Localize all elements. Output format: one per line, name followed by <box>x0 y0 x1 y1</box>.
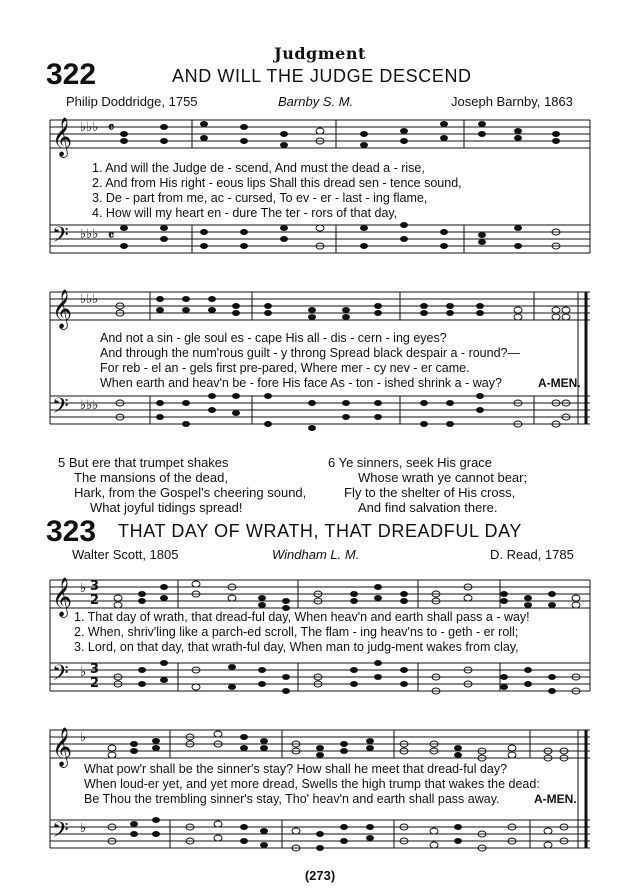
hymn-tune: Windham L. M. <box>272 547 360 562</box>
bass-clef-icon: 𝄢 <box>52 661 69 691</box>
hymn-composer: D. Read, 1785 <box>490 547 574 562</box>
bass-clef-icon: 𝄢 <box>52 818 69 848</box>
hymn-composer: Joseph Barnby, 1863 <box>451 94 573 109</box>
lyric-line: What pow'r shall be the sinner's stay? How shall he meet that dread-ful day? <box>84 762 508 776</box>
lyric-line: Be Thou the trembling sinner's stay, Tho' heav'n and earth shall pass away. <box>84 792 500 806</box>
hymn-title: AND WILL THE JUDGE DESCEND <box>172 66 472 86</box>
svg-text:♭♭♭: ♭♭♭ <box>80 227 99 242</box>
lyric-line: And not a sin - gle soul es - cape His all - dis - cern - ing eyes? <box>100 331 447 345</box>
extra-verse-6: 6 Ye sinners, seek His grace Whose wrath ye cannot bear; Fly to the shelter of His cross, And find salvation there. <box>328 455 528 515</box>
svg-text:♭♭♭: ♭♭♭ <box>80 398 99 413</box>
section-heading: Judgment <box>274 44 366 63</box>
lyric-line: 1. That day of wrath, that dread-ful day, When heav'n and earth shall pass a - way! <box>74 610 530 624</box>
svg-text:♭: ♭ <box>80 821 87 836</box>
hymn-number: 323 <box>46 515 97 548</box>
lyric-line: 3. Lord, on that day, that wrath-ful day, When man to judg-ment wakes from clay, <box>74 640 519 654</box>
hymn-title: THAT DAY OF WRATH, THAT DREADFUL DAY <box>118 521 522 541</box>
svg-text:♭: ♭ <box>80 730 87 745</box>
svg-text:♭♭♭: ♭♭♭ <box>80 120 99 135</box>
lyric-line: When earth and heav'n be - fore His face As - ton - ished shrink a - way? <box>100 376 502 390</box>
svg-text:𝄴: 𝄴 <box>108 228 115 244</box>
hymn-number: 322 <box>46 58 97 91</box>
treble-clef-icon: 𝄞 <box>52 727 73 767</box>
page-number: (273) <box>304 868 336 883</box>
treble-clef-icon: 𝄞 <box>52 117 73 157</box>
lyric-line: 1. And will the Judge de - scend, And must the dead a - rise, <box>92 161 425 175</box>
svg-text:♭♭♭: ♭♭♭ <box>80 292 99 307</box>
svg-text:♭: ♭ <box>80 581 87 596</box>
svg-text:♭: ♭ <box>80 665 87 680</box>
bass-clef-icon: 𝄢 <box>52 394 69 424</box>
lyric-line: 4. How will my heart en - dure The ter - rors of that day, <box>92 206 398 220</box>
lyric-line: For reb - el an - gels first pre-pared, Where mer - cy nev - er came. <box>100 361 470 375</box>
hymn-author: Walter Scott, 1805 <box>72 547 179 562</box>
lyric-line: 2. And from His right - eous lips Shall this dread sen - tence sound, <box>92 176 462 190</box>
bass-clef-icon: 𝄢 <box>52 223 69 253</box>
svg-text:𝄴: 𝄴 <box>108 120 115 136</box>
svg-text:3: 3 <box>90 662 100 677</box>
amen-label: A-MEN. <box>538 376 581 390</box>
amen-label: A-MEN. <box>534 792 577 806</box>
svg-text:2: 2 <box>90 676 100 691</box>
lyric-line: 2. When, shriv'ling like a parch-ed scroll, The flam - ing heav'ns to - geth - er roll; <box>74 625 519 639</box>
lyric-line: When loud-er yet, and yet more dread, Swells the high trump that wakes the dead: <box>84 777 540 791</box>
lyric-line: And through the num'rous guilt - y throng Spread black despair a - round?— <box>100 346 520 360</box>
treble-clef-icon: 𝄞 <box>52 289 73 329</box>
svg-text:3: 3 <box>90 579 100 594</box>
hymn-tune: Barnby S. M. <box>278 94 354 109</box>
extra-verse-5: 5 But ere that trumpet shakes The mansions of the dead, Hark, from the Gospel's cheering sound, What joyful tidings spread! <box>58 455 307 515</box>
treble-clef-icon: 𝄞 <box>52 577 73 617</box>
svg-text:2: 2 <box>90 593 100 608</box>
hymn-author: Philip Doddridge, 1755 <box>66 94 198 109</box>
lyric-line: 3. De - part from me, ac - cursed, To ev - er - last - ing flame, <box>92 191 428 205</box>
